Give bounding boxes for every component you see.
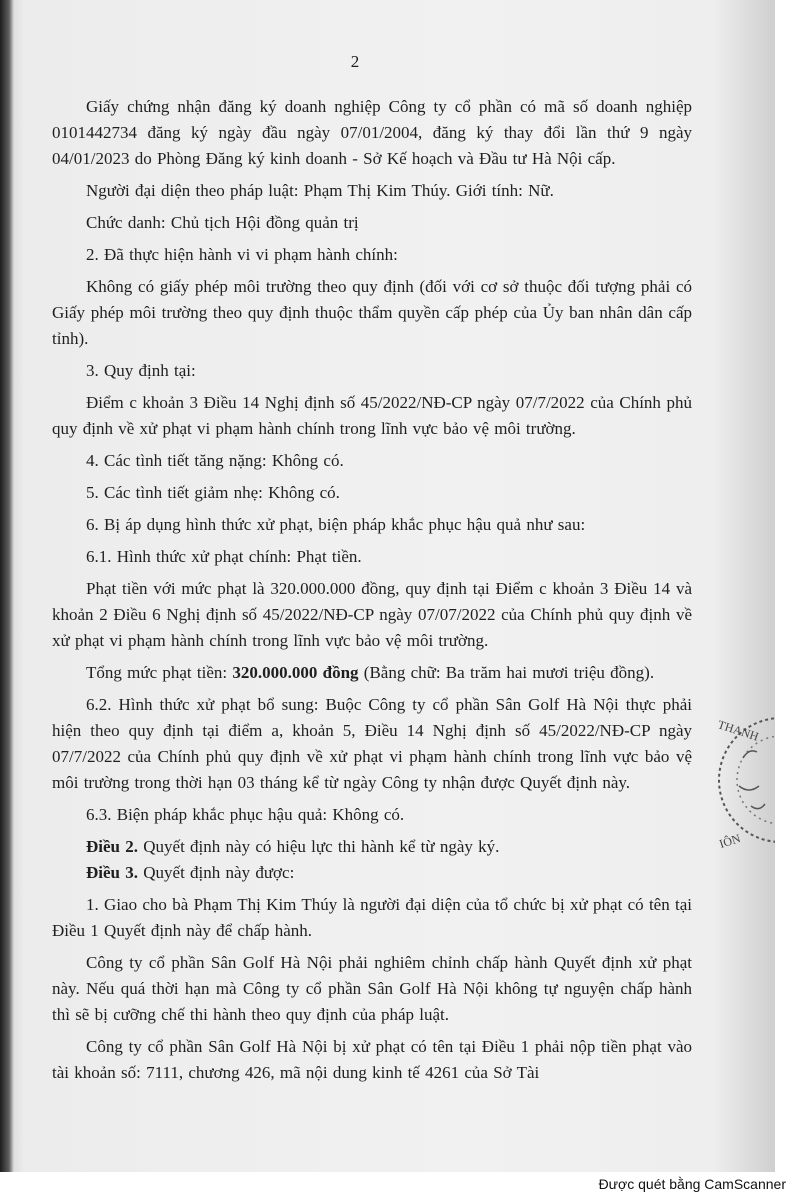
total-fine-amount: 320.000.000 đồng bbox=[232, 663, 359, 682]
paragraph-compliance: Công ty cổ phần Sân Golf Hà Nội phải nghiêm chỉnh chấp hành Quyết định xử phạt này. Nếu quá thời hạn mà Công ty cổ phần Sân Golf Hà Nội không tự nguyện chấp hành thì sẽ bị cưỡng chế thi hành theo quy định của pháp luật. bbox=[52, 953, 692, 1024]
paragraph-position: Chức danh: Chủ tịch Hội đồng quản trị bbox=[86, 213, 359, 232]
paragraph-total-fine bbox=[52, 660, 692, 686]
paragraph-regulation-heading: 3. Quy định tại: bbox=[86, 361, 196, 380]
paragraph-legal-representative: Người đại diện theo pháp luật: Phạm Thị Kim Thúy. Giới tính: Nữ. bbox=[86, 181, 554, 200]
seal-icon bbox=[703, 706, 775, 866]
paragraph-regulation-detail: Điểm c khoản 3 Điều 14 Nghị định số 45/2022/NĐ-CP ngày 07/7/2022 của Chính phủ quy định về xử phạt vi phạm hành chính trong lĩnh vực bảo vệ môi trường. bbox=[52, 393, 692, 438]
total-fine-words: (Bằng chữ: Ba trăm hai mươi triệu đồng). bbox=[358, 663, 655, 682]
paragraph-violation-detail: Không có giấy phép môi trường theo quy định (đối với cơ sở thuộc đối tượng phải có Giấy phép môi trường theo quy định thuộc thẩm quyền cấp phép của Ủy ban nhân dân cấp tỉnh). bbox=[52, 277, 692, 348]
article-2-text: Quyết định này có hiệu lực thi hành kể từ ngày ký. bbox=[138, 837, 500, 856]
paragraph-fine-detail: Phạt tiền với mức phạt là 320.000.000 đồng, quy định tại Điểm c khoản 3 Điều 14 và khoản 2 Điều 6 Nghị định số 45/2022/NĐ-CP ngày 07/07/2022 của Chính phủ quy định về xử phạt vi phạm hành chính trong lĩnh vực bảo vệ môi trường. bbox=[52, 579, 692, 650]
paragraph-article-2 bbox=[52, 834, 692, 860]
article-2-label: Điều 2. bbox=[86, 837, 138, 856]
paragraph-business-registration: Giấy chứng nhận đăng ký doanh nghiệp Công ty cổ phần có mã số doanh nghiệp 0101442734 đăng ký ngày đầu ngày 07/01/2004, đăng ký thay đổi lần thứ 9 ngày 04/01/2023 do Phòng Đăng ký kinh doanh - Sở Kế hoạch và Đầu tư Hà Nội cấp. bbox=[52, 97, 692, 168]
document-body bbox=[52, 94, 692, 1086]
paragraph-remedial-measures: 6.3. Biện pháp khắc phục hậu quả: Không có. bbox=[86, 805, 405, 824]
article-3-text: Quyết định này được: bbox=[138, 863, 295, 882]
camscanner-watermark: Được quét bằng CamScanner bbox=[598, 1176, 786, 1192]
paragraph-payment: Công ty cổ phần Sân Golf Hà Nội bị xử phạt có tên tại Điều 1 phải nộp tiền phạt vào tài khoản số: 7111, chương 426, mã nội dung kinh tế 4261 của Sở Tài bbox=[52, 1037, 692, 1082]
paragraph-additional-sanction: 6.2. Hình thức xử phạt bổ sung: Buộc Công ty cổ phần Sân Golf Hà Nội thực phải hiện theo quy định tại điểm a, khoản 5, Điều 14 Nghị định số 45/2022/NĐ-CP ngày 07/7/2022 của Chính phủ quy định về xử phạt vi phạm hành chính trong lĩnh vực bảo vệ môi trường trong thời hạn 03 tháng kể từ ngày Công ty nhận được Quyết định này. bbox=[52, 695, 692, 792]
paragraph-assignment: 1. Giao cho bà Phạm Thị Kim Thúy là người đại diện của tổ chức bị xử phạt có tên tại Điều 1 Quyết định này để chấp hành. bbox=[52, 895, 692, 940]
paragraph-aggravating: 4. Các tình tiết tăng nặng: Không có. bbox=[86, 451, 344, 470]
paragraph-sanctions-heading: 6. Bị áp dụng hình thức xử phạt, biện pháp khắc phục hậu quả như sau: bbox=[86, 515, 586, 534]
page-number: 2 bbox=[350, 52, 360, 71]
paragraph-main-sanction: 6.1. Hình thức xử phạt chính: Phạt tiền. bbox=[86, 547, 362, 566]
seal-text-bottom: IÔN bbox=[717, 831, 743, 851]
total-fine-label: Tổng mức phạt tiền: bbox=[86, 663, 233, 682]
seal-text-top: THANH bbox=[716, 717, 761, 744]
paragraph-mitigating: 5. Các tình tiết giảm nhẹ: Không có. bbox=[86, 483, 340, 502]
paragraph-violation-heading: 2. Đã thực hiện hành vi vi phạm hành chính: bbox=[86, 245, 398, 264]
paragraph-article-3 bbox=[52, 860, 692, 886]
article-3-label: Điều 3. bbox=[86, 863, 138, 882]
official-seal-fragment bbox=[703, 706, 775, 866]
